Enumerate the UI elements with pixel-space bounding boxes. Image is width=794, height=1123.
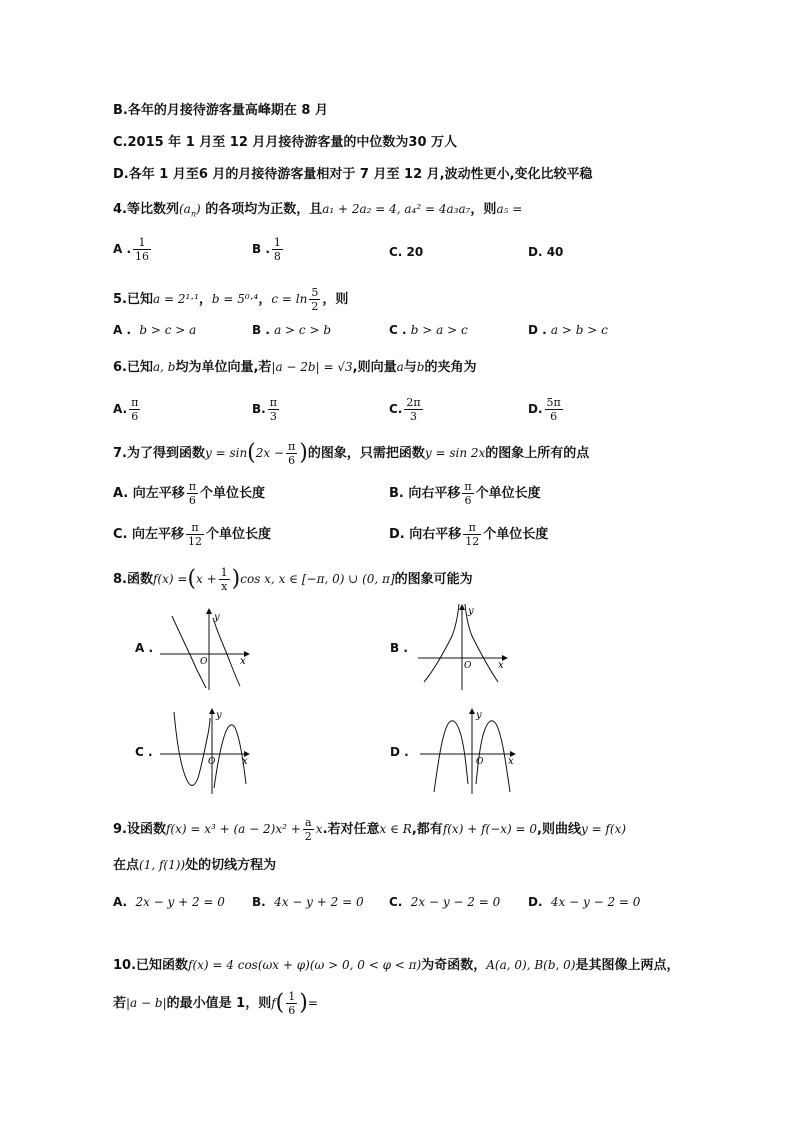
q5-a-expr: a = 2¹·¹ [152, 292, 199, 306]
svg-text:y: y [214, 612, 220, 623]
q4-option-a: A . $\frac{1}{16}$ [113, 236, 150, 263]
q6-option-b: B. $\frac{\pi}{3}$ [252, 396, 277, 423]
svg-text:O: O [476, 757, 484, 767]
q5-c-expr: c = ln [271, 292, 308, 306]
q7-option-d: D. 向右平移 $\frac{\pi}{12}$ 个单位长度 [389, 521, 549, 548]
option-d-line: D.各年 1 月至6 月的月接待游客量相对于 7 月至 12 月,波动性更小,变化比较平稳 [113, 167, 593, 182]
q10-function: f(x) = 4 cos(ωx + φ)(ω > 0, 0 < φ < π) [188, 958, 422, 972]
svg-text:y: y [468, 606, 474, 617]
q4-condition: a₁ + 2a₂ = 4, a₄² = 4a₃a₇ [322, 202, 471, 216]
q9-option-b: B. 4x − y + 2 = 0 [252, 895, 364, 909]
svg-text:x: x [240, 656, 246, 667]
q5-option-c: C . b > a > c [389, 323, 468, 337]
q4-option-c: C. 20 [389, 245, 424, 259]
graph-a [160, 606, 260, 690]
q4-target: a₅ = [496, 202, 523, 216]
question-9-line2: 在点(1, f(1))处的切线方程为 [113, 858, 277, 873]
q7-option-a: A. 向左平移 $\frac{\pi}{6}$ 个单位长度 [113, 480, 266, 507]
svg-text:O: O [200, 657, 208, 667]
q4-seq: (a [178, 202, 191, 216]
graph-c [160, 704, 260, 796]
q5-b-expr: b = 5⁰·⁴ [211, 292, 259, 306]
question-9: 9.设函数f(x) = x³ + (a − 2)x² + $\frac{a}{2}$ x.若对任意x ∈ R,都有f(x) + f(−x) = 0,则曲线y = f(x) [113, 816, 627, 843]
q9-option-c: C. 2x − y − 2 = 0 [389, 895, 501, 909]
graph-d [420, 704, 524, 796]
q5-option-b: B . a > c > b [252, 323, 332, 337]
question-10: 10.已知函数f(x) = 4 cos(ωx + φ)(ω > 0, 0 < φ < π)为奇函数，A(a, 0), B(b, 0)是其图像上两点， [113, 958, 680, 973]
q5-option-a: A . b > c > a [113, 323, 197, 337]
option-c-line: C.2015 年 1 月至 12 月月接待游客量的中位数为30 万人 [113, 135, 458, 150]
q4-tail: ，则 [470, 202, 497, 217]
svg-text:y: y [476, 710, 482, 721]
q7-option-b: B. 向右平移 $\frac{\pi}{6}$ 个单位长度 [389, 480, 541, 507]
q6-option-a: A. $\frac{\pi}{6}$ [113, 396, 139, 423]
q9-function: f(x) = x³ + (a − 2)x² + [165, 822, 301, 836]
question-5: 5.已知a = 2¹·¹，b = 5⁰·⁴，c = ln $\frac{5}{2}$ ，则 [113, 286, 349, 313]
option-b-line: B.各年的月接待游客量高峰期在 8 月 [113, 103, 328, 118]
q4-option-b: B . $\frac{1}{8}$ [252, 236, 281, 263]
question-7: 7.为了得到函数y = sin(2x − $\frac{\pi}{6}$ )的图象，只需把函数y = sin 2x的图象上所有的点 [113, 440, 590, 467]
graph-c-label: C . [135, 745, 153, 759]
q6-condition: |a − 2b| = √3 [271, 360, 353, 374]
svg-text:x: x [498, 660, 504, 671]
graph-b-label: B . [390, 641, 408, 655]
q4-prefix: 4.等比数列 [113, 202, 179, 217]
graph-b [418, 600, 518, 692]
graph-a-label: A . [135, 641, 154, 655]
svg-text:O: O [208, 757, 216, 767]
q4-seq-close: ) [195, 202, 201, 216]
question-10-line2: 若|a − b|的最小值是 1，则f( $\frac{1}{6}$ )= [113, 990, 318, 1017]
question-8: 8.函数f(x) =(x + $\frac{1}{x}$ )cos x, x ∈ [−π, 0) ∪ (0, π]的图象可能为 [113, 566, 473, 593]
graph-d-label: D . [390, 745, 409, 759]
q4-mid: 的各项均为正数，且 [200, 202, 323, 217]
svg-text:x: x [508, 756, 514, 767]
q4-seq-sub: n [190, 209, 196, 219]
q6-option-c: C. $\frac{2\pi}{3}$ [389, 396, 421, 423]
q9-option-d: D. 4x − y − 2 = 0 [528, 895, 641, 909]
svg-text:x: x [242, 756, 248, 767]
q7-option-c: C. 向左平移 $\frac{\pi}{12}$ 个单位长度 [113, 521, 272, 548]
svg-text:O: O [464, 661, 472, 671]
q6-option-d: D. $\frac{5\pi}{6}$ [528, 396, 561, 423]
q5-option-d: D . a > b > c [528, 323, 608, 337]
q9-option-a: A. 2x − y + 2 = 0 [113, 895, 225, 909]
q4-option-d: D. 40 [528, 245, 564, 259]
question-4 [113, 200, 522, 224]
svg-text:y: y [216, 710, 222, 721]
question-6: 6.已知a, b均为单位向量,若|a − 2b| = √3,则向量a与b的夹角为 [113, 360, 477, 375]
